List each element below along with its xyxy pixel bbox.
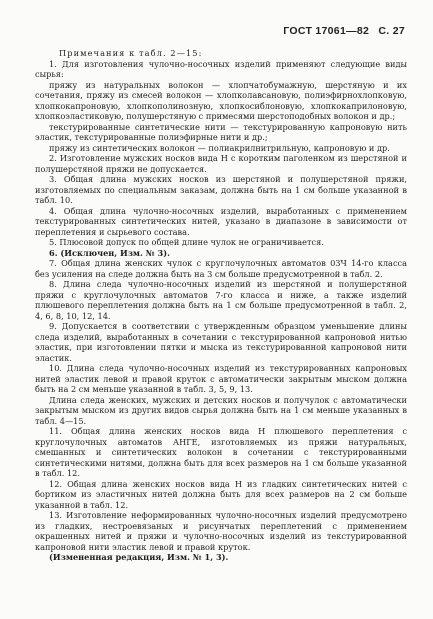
note-paragraph: 12. Общая длина женских носков вида Н из гладких синтетических нитей с бортиком из эластичных нитей должна быть для всех размеров на 2 см больше указанной в табл. 12. [35, 478, 407, 510]
note-paragraph: 7. Общая длина женских чулок с круглочулочных автоматов 03Ч 14-го класса без усиления на следе должна быть на 3 см больше предусмотренной в табл. 2. [35, 258, 407, 279]
note-paragraph: 2. Изготовление мужских носков вида Н с коротким паголенком из шерстяной и полушерстяной пряжи не допускается. [35, 153, 407, 174]
note-paragraph: 3. Общая длина мужских носков из шерстяной и полушерстяной пряжи, изготовляемых по специальным заказам, должна быть на 1 см больше указанной в табл. 10. [35, 174, 407, 205]
page-header [277, 25, 405, 37]
note-paragraph: Длина следа женских, мужских и детских носков и получулок с автоматически закрытым мыском из других видов сырья должна быть на 1 см меньше указанных в табл. 4—15. [35, 394, 407, 426]
standard-number: ГОСТ 17061—82 [283, 25, 370, 37]
notes-heading: Примечания к табл. 2—15: [59, 48, 203, 58]
notes-body [35, 48, 407, 563]
note-paragraph: пряжу из синтетических волокон — полиакрилнитрильную, капроновую и др. [49, 142, 390, 153]
amendment-note: (Измененная редакция, Изм. № 1, 3). [49, 552, 229, 562]
note-paragraph-excluded: 6. (Исключен, Изм. № 3). [49, 247, 170, 258]
note-paragraph: 10. Длина следа чулочно-носочных изделий из текстурированных капроновых нитей эластик левой и правой круток с автоматически закрытым мыском должна быть на 2 см меньше указанной в табл. 3, 5, 9, 13. [35, 363, 407, 394]
note-paragraph: текстурированные синтетические нити — текстурированную капроновую нить эластик, текстурированные полиэфирные нити и др.; [35, 121, 407, 142]
note-paragraph: 8. Длина следа чулочно-носочных изделий из шерстяной и полушерстяной пряжи с круглочулочных автоматов 7-го класса и ниже, а также изделий плюшевого переплетения должна быть на 1 см больше предусмотренной в табл. 2, 4, 6, 8, 10, 12, 14. [35, 279, 407, 321]
note-paragraph: 13. Изготовление неформированных чулочно-носочных изделий предусмотрено из гладких, нестроевязаных и рисунчатых переплетений с применением окрашенных нитей и пряжи и чулочно-носочных изделий из текстурированной капроновой нити эластик левой и правой круток. [35, 510, 407, 552]
note-paragraph: пряжу из натуральных волокон — хлопчатобумажную, шерстяную и их сочетания, пряжу из смесей волокон — хлопколавсановую, полиэфирнохлопковую, хлопкокапроновую, хлопкополинозную, хлопкосиблоновую, хлопкокаприлоновую, хлопкоэластиковую, полушерстяную с примесями шерстоподобных волокон и др.; [35, 79, 407, 121]
note-paragraph: 1. Для изготовления чулочно-носочных изделий применяют следующие виды сырья: [35, 58, 407, 79]
note-paragraph: 5. Плюсовой допуск по общей длине чулок не ограничивается. [49, 237, 324, 247]
note-paragraph: 4. Общая длина чулочно-носочных изделий, выработанных с применением текстурированных синтетических нитей, указано в диапазоне в зависимости от переплетения и сырьевого состава. [35, 205, 407, 237]
note-paragraph: 9. Допускается в соответствии с утвержденным образцом уменьшение длины следа изделий, выработанных в сочетании с текстурированной капроновой нитью эластик, при изготовлении пятки и мыска из текстурированной капроновой нити эластик. [35, 321, 407, 363]
page-number: С. 27 [378, 25, 405, 37]
note-paragraph: 11. Общая длина женских носков вида Н плюшевого переплетения с круглочулочных автоматов АНГЕ, изготовляемых из пряжи натуральных, смешанных и синтетических волокон в сочетании с текстурированными синтетическими нитями, должна быть для всех размеров на 1 см больше указанной в табл. 12. [35, 426, 407, 478]
